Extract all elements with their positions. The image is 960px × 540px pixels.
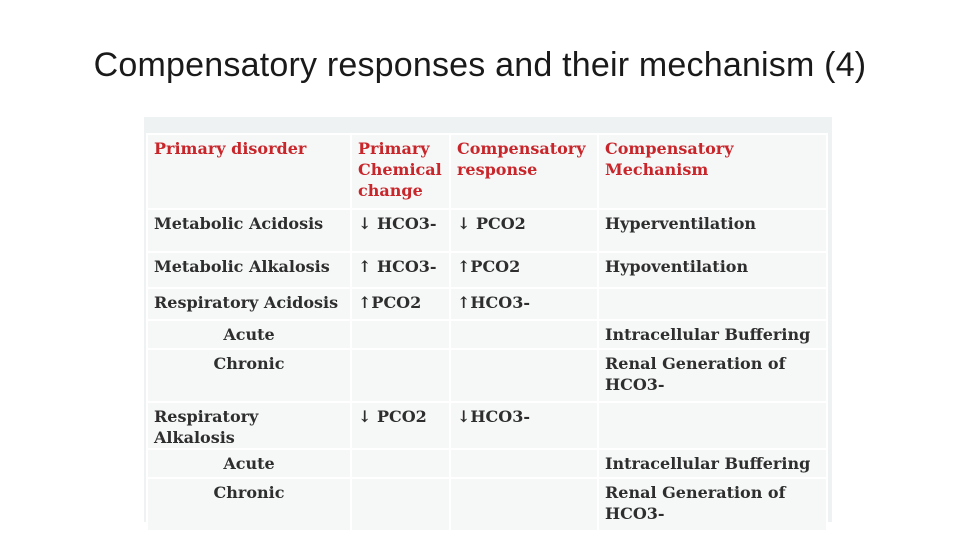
header-compensatory-mechanism-line: Compensatory bbox=[605, 139, 734, 158]
cell-mechanism-line: Renal Generation of bbox=[605, 354, 786, 373]
cell-chemical-change bbox=[351, 478, 450, 531]
table-row bbox=[147, 349, 827, 402]
cell-compensatory-mechanism: Hypoventilation bbox=[598, 252, 827, 288]
header-primary-disorder bbox=[147, 134, 351, 209]
header-compensatory-mechanism-line: Mechanism bbox=[605, 160, 709, 179]
header-compensatory-mechanism bbox=[598, 134, 827, 209]
cell-chemical-change: ↑ HCO3- bbox=[351, 252, 450, 288]
cell-disorder: Respiratory Acidosis bbox=[147, 288, 351, 320]
header-primary-chemical-change-line: Chemical bbox=[358, 160, 442, 179]
cell-compensatory-response: ↓ PCO2 bbox=[450, 209, 598, 252]
cell-chemical-change: ↑PCO2 bbox=[351, 288, 450, 320]
cell-disorder-subtype: Chronic bbox=[147, 349, 351, 402]
header-compensatory-response bbox=[450, 134, 598, 209]
cell-compensatory-mechanism: Intracellular Buffering bbox=[598, 449, 827, 478]
cell-compensatory-response: ↓HCO3- bbox=[450, 402, 598, 449]
cell-chemical-change: ↓ PCO2 bbox=[351, 402, 450, 449]
compensatory-responses-table bbox=[146, 133, 828, 532]
cell-compensatory-mechanism bbox=[598, 349, 827, 402]
header-compensatory-response-line: response bbox=[457, 160, 538, 179]
table-row bbox=[147, 320, 827, 349]
table-row bbox=[147, 478, 827, 531]
cell-compensatory-response: ↑HCO3- bbox=[450, 288, 598, 320]
cell-chemical-change: ↓ HCO3- bbox=[351, 209, 450, 252]
cell-compensatory-mechanism bbox=[598, 288, 827, 320]
table-row bbox=[147, 288, 827, 320]
header-compensatory-response-line: Compensatory bbox=[457, 139, 586, 158]
table-row bbox=[147, 402, 827, 449]
cell-disorder: Metabolic Acidosis bbox=[147, 209, 351, 252]
cell-chemical-change bbox=[351, 349, 450, 402]
cell-compensatory-response bbox=[450, 478, 598, 531]
cell-mechanism-line: HCO3- bbox=[605, 375, 665, 394]
header-primary-disorder-text: Primary disorder bbox=[154, 139, 307, 158]
cell-compensatory-response bbox=[450, 449, 598, 478]
table-header-row bbox=[147, 134, 827, 209]
cell-compensatory-mechanism bbox=[598, 402, 827, 449]
slide-title: Compensatory responses and their mechanism (4) bbox=[93, 46, 867, 84]
cell-compensatory-response: ↑PCO2 bbox=[450, 252, 598, 288]
cell-chemical-change bbox=[351, 449, 450, 478]
cell-disorder-subtype: Acute bbox=[147, 320, 351, 349]
cell-compensatory-response bbox=[450, 349, 598, 402]
table-row bbox=[147, 209, 827, 252]
cell-disorder-subtype: Acute bbox=[147, 449, 351, 478]
cell-disorder-subtype: Chronic bbox=[147, 478, 351, 531]
cell-chemical-change bbox=[351, 320, 450, 349]
cell-mechanism-line: HCO3- bbox=[605, 504, 665, 523]
cell-compensatory-response bbox=[450, 320, 598, 349]
cell-disorder: Metabolic Alkalosis bbox=[147, 252, 351, 288]
header-primary-chemical-change-line: Primary bbox=[358, 139, 430, 158]
table-row bbox=[147, 449, 827, 478]
table-row bbox=[147, 252, 827, 288]
cell-disorder: Respiratory Alkalosis bbox=[147, 402, 351, 449]
header-primary-chemical-change-line: change bbox=[358, 181, 423, 200]
cell-compensatory-mechanism: Intracellular Buffering bbox=[598, 320, 827, 349]
cell-compensatory-mechanism: Hyperventilation bbox=[598, 209, 827, 252]
header-primary-chemical-change bbox=[351, 134, 450, 209]
cell-mechanism-line: Renal Generation of bbox=[605, 483, 786, 502]
cell-compensatory-mechanism bbox=[598, 478, 827, 531]
